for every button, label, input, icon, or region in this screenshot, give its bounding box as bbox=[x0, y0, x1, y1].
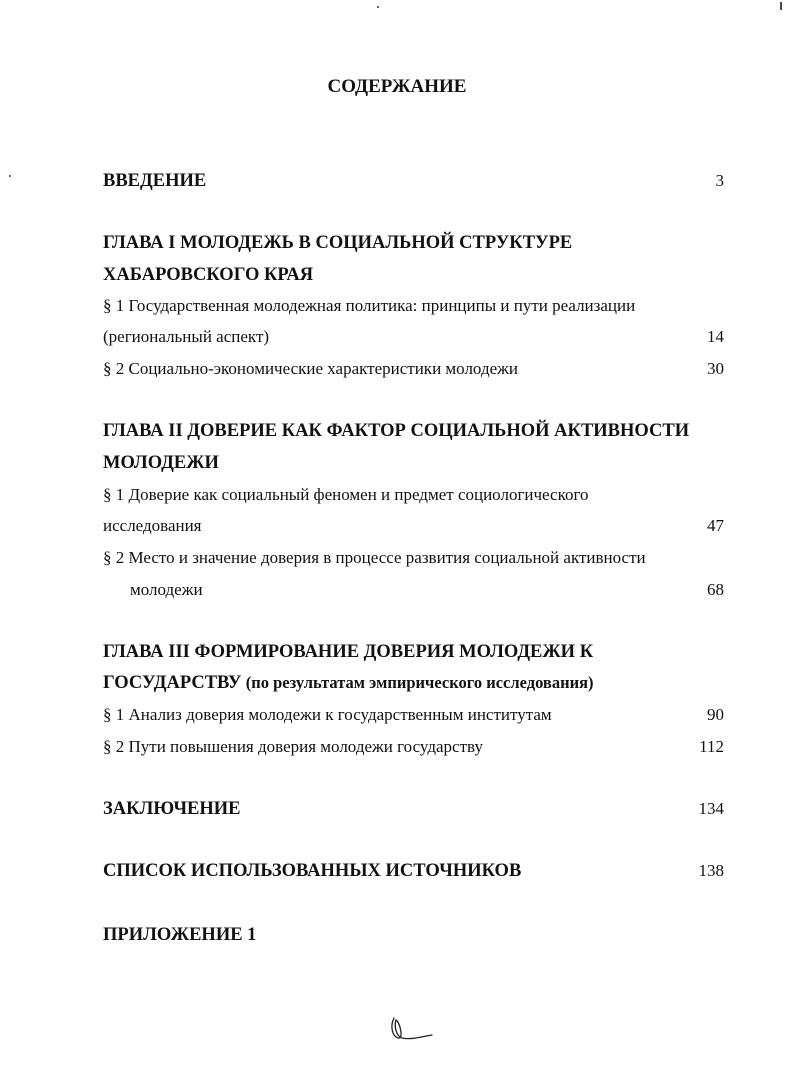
toc-sources-page: 138 bbox=[698, 861, 724, 880]
chapter-1-section-1-line1: § 1 Государственная молодежная политика: принципы и пути реализации bbox=[103, 296, 636, 315]
chapter-1-section-2-page: 30 bbox=[707, 359, 724, 378]
chapter-3-title-line1: ГЛАВА III ФОРМИРОВАНИЕ ДОВЕРИЯ МОЛОДЕЖИ К bbox=[103, 642, 594, 662]
chapter-1-title-line2: ХАБАРОВСКОГО КРАЯ bbox=[103, 265, 314, 285]
toc-intro: ВВЕДЕНИЕ bbox=[103, 171, 207, 191]
scan-speck bbox=[377, 6, 379, 8]
toc-appendix: ПРИЛОЖЕНИЕ 1 bbox=[103, 925, 257, 945]
chapter-3-title-line2 bbox=[103, 673, 594, 694]
chapter-3-section-2: § 2 Пути повышения доверия молодежи государству bbox=[103, 737, 483, 756]
toc-conclusion-page: 134 bbox=[698, 799, 724, 818]
chapter-2-section-2-line1: § 2 Место и значение доверия в процессе развития социальной активности bbox=[103, 548, 646, 567]
chapter-2-title-line1: ГЛАВА II ДОВЕРИЕ КАК ФАКТОР СОЦИАЛЬНОЙ АКТИВНОСТИ bbox=[103, 421, 690, 441]
chapter-3-title-main: ГОСУДАРСТВУ bbox=[103, 673, 242, 693]
chapter-3-section-1: § 1 Анализ доверия молодежи к государственным институтам bbox=[103, 705, 552, 724]
chapter-1-section-2: § 2 Социально-экономические характеристики молодежи bbox=[103, 359, 518, 378]
scan-speck bbox=[780, 2, 782, 10]
chapter-3-section-2-page: 112 bbox=[699, 737, 724, 756]
page-title: СОДЕРЖАНИЕ bbox=[327, 76, 467, 97]
chapter-1-section-1-line2: (региональный аспект) bbox=[103, 327, 270, 346]
chapter-2-section-2-page: 68 bbox=[707, 580, 724, 599]
toc-intro-page: 3 bbox=[715, 171, 724, 190]
chapter-2-section-1-line1: § 1 Доверие как социальный феномен и предмет социологического bbox=[103, 485, 589, 504]
chapter-2-section-1-line2: исследования bbox=[103, 516, 202, 535]
scan-speck bbox=[9, 175, 11, 177]
chapter-3-title-subtitle: (по результатам эмпирического исследования) bbox=[245, 673, 594, 692]
chapter-2-title-line2: МОЛОДЕЖИ bbox=[103, 453, 219, 473]
chapter-2-section-1-page: 47 bbox=[707, 516, 724, 535]
toc-sources: СПИСОК ИСПОЛЬЗОВАННЫХ ИСТОЧНИКОВ bbox=[103, 861, 522, 881]
chapter-1-title-line1: ГЛАВА I МОЛОДЕЖЬ В СОЦИАЛЬНОЙ СТРУКТУРЕ bbox=[103, 233, 573, 253]
handwritten-mark-icon bbox=[388, 1012, 438, 1052]
chapter-1-section-1-page: 14 bbox=[707, 327, 724, 346]
chapter-3-section-1-page: 90 bbox=[707, 705, 724, 724]
toc-conclusion: ЗАКЛЮЧЕНИЕ bbox=[103, 799, 241, 819]
chapter-2-section-2-line2: молодежи bbox=[130, 580, 203, 599]
